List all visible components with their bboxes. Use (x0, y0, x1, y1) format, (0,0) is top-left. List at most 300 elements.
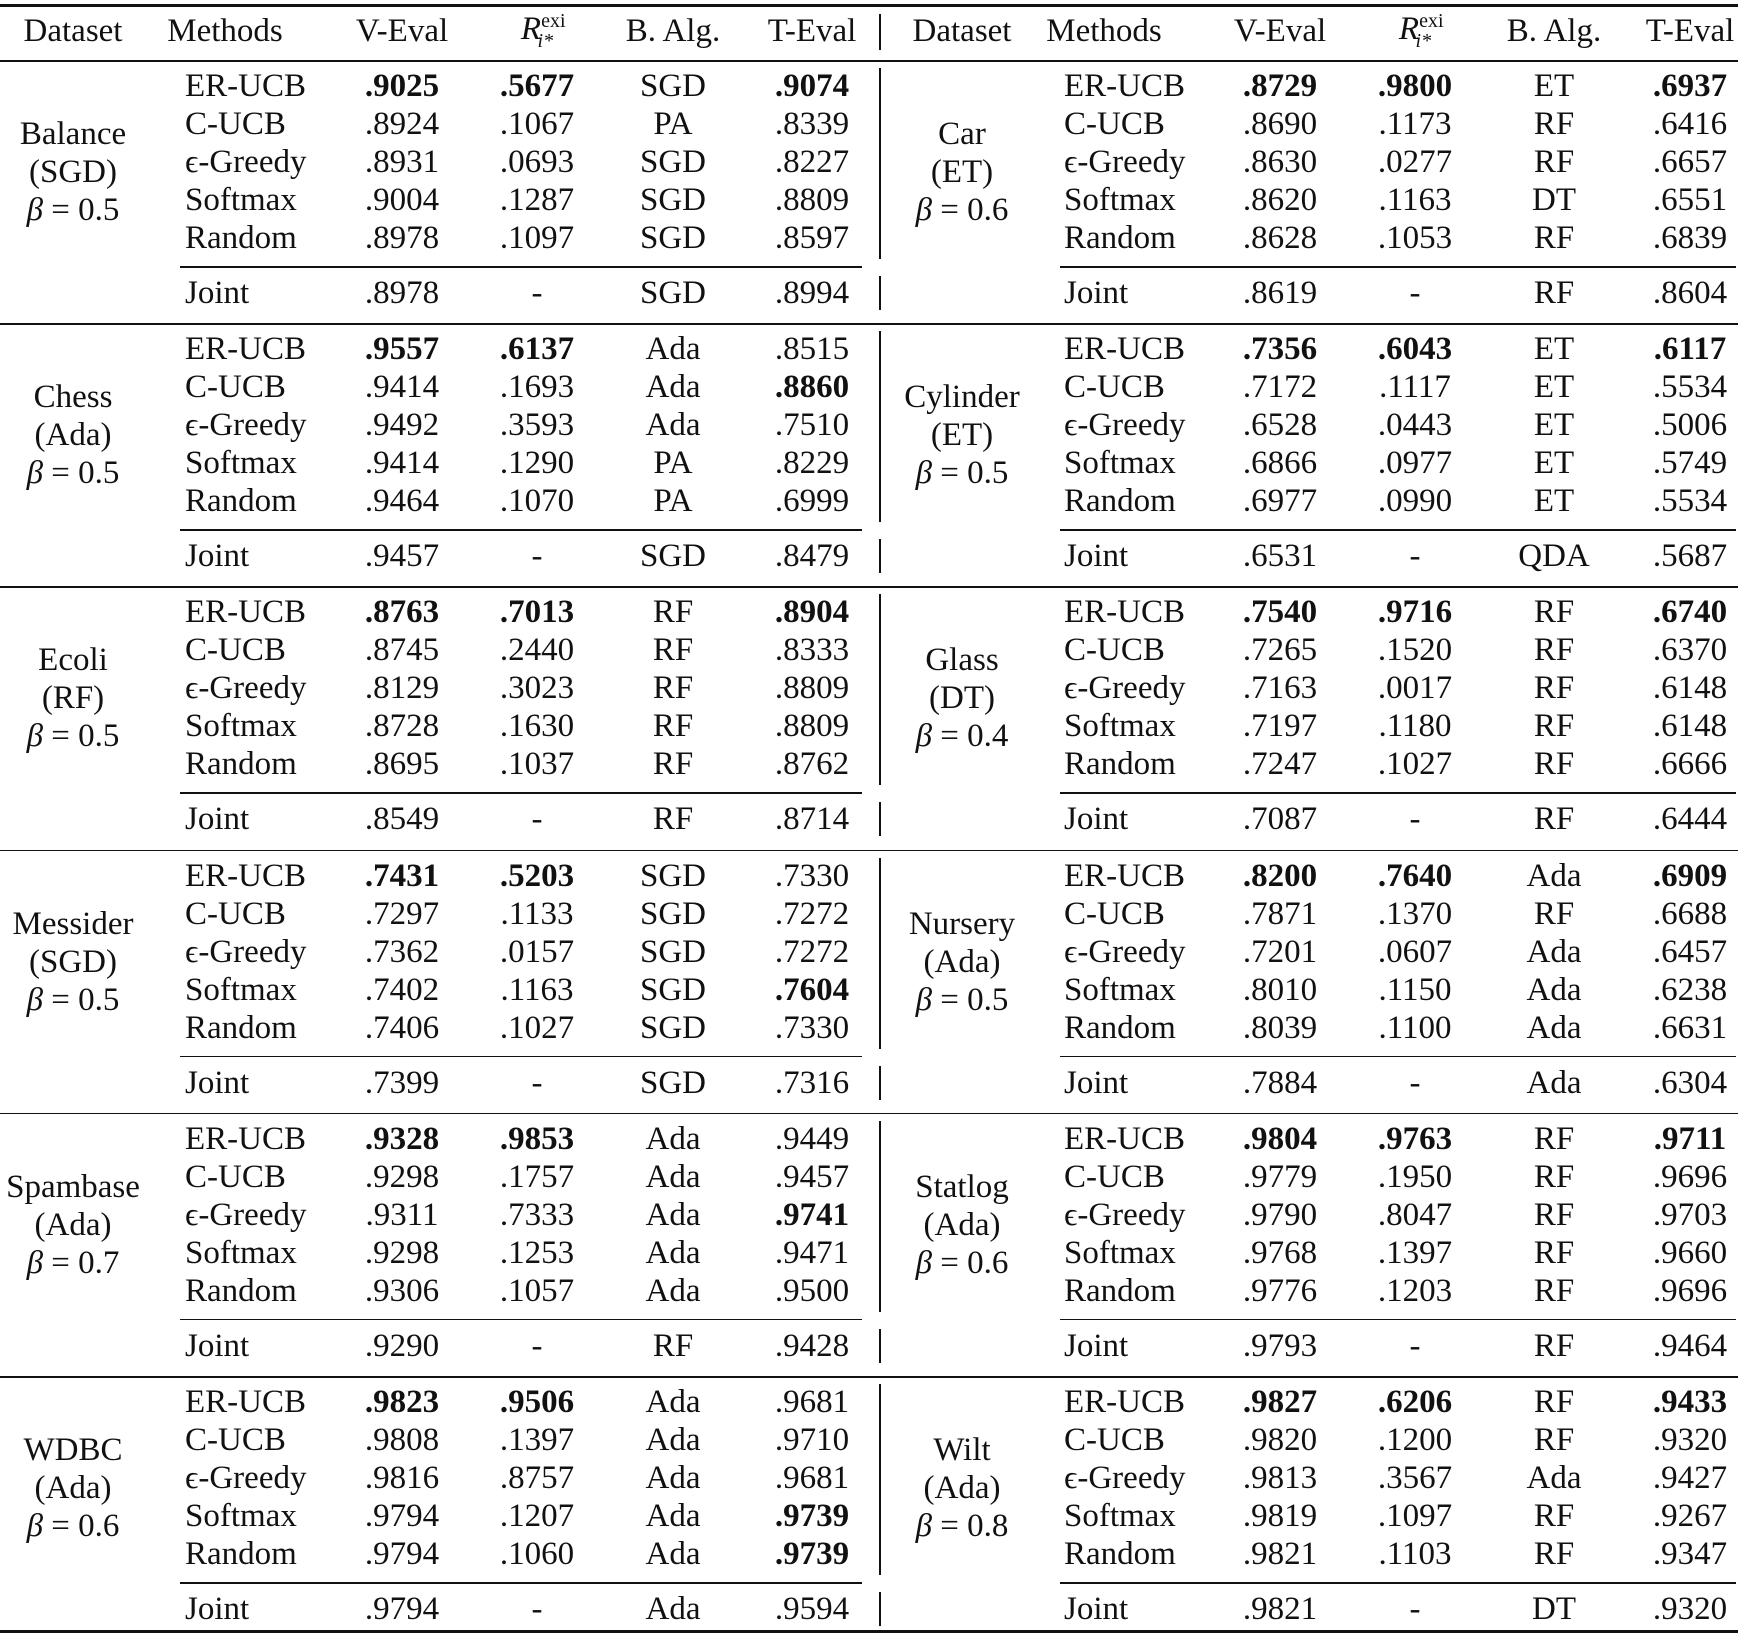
right-rexi-5-1: .1200 (1377, 1422, 1453, 1458)
right-veval-3-4: .8039 (1242, 1009, 1318, 1046)
left-method-5-3: Softmax (185, 1498, 297, 1534)
left-dataset-beta-3: β = 0.5 (26, 981, 120, 1018)
left-rexi-0-2: .0693 (499, 144, 575, 180)
rexi-symbol: R (1398, 11, 1420, 48)
left-joint-balg-2: RF (652, 801, 694, 838)
right-veval-0-3: .8620 (1242, 182, 1318, 218)
left-balg-1-1: Ada (645, 369, 701, 406)
right-veval-4-0: .9804 (1242, 1120, 1318, 1157)
right-method-5-4: Random (1064, 1536, 1176, 1572)
left-method-1-0: ER-UCB (185, 331, 307, 368)
right-teval-4-4: .9696 (1652, 1272, 1728, 1309)
right-method-1-3: Softmax (1064, 445, 1176, 482)
left-method-1-3: Softmax (185, 445, 297, 482)
left-method-1-1: C-UCB (185, 369, 286, 406)
left-balg-4-0: Ada (645, 1120, 701, 1157)
right-rexi-5-2: .3567 (1377, 1460, 1453, 1496)
left-dataset-name-5: WDBC (23, 1432, 123, 1468)
left-balg-4-4: Ada (645, 1272, 701, 1309)
block-separator-2 (0, 850, 1738, 852)
header-divider (879, 14, 881, 50)
left-dataset-beta-5: β = 0.6 (26, 1508, 120, 1544)
left-header-dataset: Dataset (23, 13, 123, 49)
right-veval-4-3: .9768 (1242, 1234, 1318, 1271)
left-header-rexi (520, 2, 566, 60)
left-joint-rule-5 (180, 1582, 862, 1584)
right-balg-4-2: RF (1533, 1196, 1575, 1233)
right-method-1-2: ϵ-Greedy (1064, 407, 1186, 444)
left-method-4-4: Random (185, 1272, 297, 1309)
left-method-2-2: ϵ-Greedy (185, 670, 307, 707)
right-veval-1-4: .6977 (1242, 483, 1318, 520)
right-dataset-beta-2: β = 0.4 (915, 718, 1009, 755)
right-joint-rule-0 (1060, 266, 1736, 268)
left-veval-0-0: .9025 (364, 68, 440, 104)
left-veval-2-3: .8728 (364, 708, 440, 745)
left-veval-3-3: .7402 (364, 971, 440, 1008)
left-dataset-model-3: (SGD) (29, 943, 117, 980)
right-teval-4-3: .9660 (1652, 1234, 1728, 1271)
left-method-0-0: ER-UCB (185, 68, 307, 104)
left-joint-rexi-3: - (531, 1064, 543, 1101)
left-teval-1-3: .8229 (774, 445, 850, 482)
left-balg-2-3: RF (652, 708, 694, 745)
right-balg-4-4: RF (1533, 1272, 1575, 1309)
rexi-superscript: exi (1419, 10, 1444, 33)
right-method-5-1: C-UCB (1064, 1422, 1165, 1458)
beta-symbol: β (915, 192, 933, 228)
beta-symbol: β (915, 455, 933, 492)
beta-symbol: β (26, 1508, 44, 1544)
left-rexi-2-3: .1630 (499, 708, 575, 745)
block-separator-0 (0, 323, 1738, 325)
right-balg-3-4: Ada (1526, 1009, 1582, 1046)
left-method-5-0: ER-UCB (185, 1384, 307, 1420)
left-veval-1-1: .9414 (364, 369, 440, 406)
block-divider-0 (879, 68, 881, 259)
left-method-5-1: C-UCB (185, 1422, 286, 1458)
left-veval-2-2: .8129 (364, 670, 440, 707)
right-rexi-1-3: .0977 (1377, 445, 1453, 482)
left-dataset-beta-4: β = 0.7 (26, 1244, 120, 1281)
right-header-veval: V-Eval (1233, 13, 1327, 49)
left-method-2-3: Softmax (185, 708, 297, 745)
right-balg-5-3: RF (1533, 1498, 1575, 1534)
right-dataset-model-4: (Ada) (923, 1206, 1001, 1243)
right-veval-3-0: .8200 (1242, 857, 1318, 894)
left-joint-balg-3: SGD (639, 1064, 707, 1101)
right-balg-2-4: RF (1533, 746, 1575, 783)
right-joint-balg-2: RF (1533, 801, 1575, 838)
left-joint-rule-0 (180, 266, 862, 268)
left-teval-1-1: .8860 (774, 369, 850, 406)
left-teval-4-4: .9500 (774, 1272, 850, 1309)
right-dataset-model-1: (ET) (930, 417, 994, 454)
right-veval-4-1: .9779 (1242, 1158, 1318, 1195)
left-rexi-1-4: .1070 (499, 483, 575, 520)
right-teval-4-1: .9696 (1652, 1158, 1728, 1195)
left-balg-4-1: Ada (645, 1158, 701, 1195)
right-dataset-beta-5: β = 0.8 (915, 1508, 1009, 1544)
right-joint-veval-1: .6531 (1242, 538, 1318, 575)
right-rexi-3-2: .0607 (1377, 933, 1453, 970)
beta-symbol: β (915, 981, 933, 1018)
left-rexi-5-3: .1207 (499, 1498, 575, 1534)
left-dataset-model-5: (Ada) (34, 1470, 112, 1506)
left-rexi-5-1: .1397 (499, 1422, 575, 1458)
right-rexi-1-2: .0443 (1377, 407, 1453, 444)
left-balg-3-4: SGD (639, 1009, 707, 1046)
right-dataset-beta-1: β = 0.5 (915, 455, 1009, 492)
right-joint-veval-0: .8619 (1242, 275, 1318, 311)
left-joint-method-5: Joint (185, 1591, 250, 1627)
joint-divider-4 (879, 1329, 881, 1363)
left-rexi-4-3: .1253 (499, 1234, 575, 1271)
beta-symbol: β (26, 1244, 44, 1281)
left-joint-rule-1 (180, 529, 862, 531)
left-teval-0-0: .9074 (774, 68, 850, 104)
left-balg-1-0: Ada (645, 331, 701, 368)
left-method-4-2: ϵ-Greedy (185, 1196, 307, 1233)
left-joint-balg-5: Ada (645, 1591, 701, 1627)
right-rexi-5-4: .1103 (1378, 1536, 1452, 1572)
left-joint-rexi-2: - (531, 801, 543, 838)
joint-divider-3 (879, 1066, 881, 1100)
right-balg-1-2: ET (1533, 407, 1575, 444)
left-balg-5-0: Ada (645, 1384, 701, 1420)
right-dataset-name-1: Cylinder (904, 379, 1020, 416)
beta-symbol: β (915, 1508, 933, 1544)
left-method-0-2: ϵ-Greedy (185, 144, 307, 180)
right-rexi-5-0: .6206 (1377, 1384, 1453, 1420)
right-rexi-1-0: .6043 (1377, 331, 1453, 368)
left-balg-5-4: Ada (645, 1536, 701, 1572)
left-veval-3-0: .7431 (364, 857, 440, 894)
right-teval-0-3: .6551 (1652, 182, 1728, 218)
left-teval-5-4: .9739 (774, 1536, 850, 1572)
joint-divider-0 (879, 276, 881, 310)
right-veval-1-0: .7356 (1242, 331, 1318, 368)
left-joint-teval-3: .7316 (774, 1064, 850, 1101)
right-method-4-2: ϵ-Greedy (1064, 1196, 1186, 1233)
left-method-5-4: Random (185, 1536, 297, 1572)
left-balg-1-4: PA (653, 483, 693, 520)
left-teval-3-1: .7272 (774, 895, 850, 932)
left-joint-rexi-0: - (531, 275, 543, 311)
right-balg-0-2: RF (1533, 144, 1575, 180)
left-veval-4-0: .9328 (364, 1120, 440, 1157)
right-rexi-5-3: .1097 (1377, 1498, 1453, 1534)
right-veval-2-2: .7163 (1242, 670, 1318, 707)
right-method-2-1: C-UCB (1064, 632, 1165, 669)
left-dataset-name-1: Chess (33, 379, 113, 416)
left-balg-0-0: SGD (639, 68, 707, 104)
left-veval-0-3: .9004 (364, 182, 440, 218)
left-teval-0-1: .8339 (774, 106, 850, 142)
right-dataset-name-2: Glass (925, 642, 999, 679)
left-method-4-3: Softmax (185, 1234, 297, 1271)
left-method-0-1: C-UCB (185, 106, 286, 142)
right-rexi-0-4: .1053 (1377, 220, 1453, 256)
top-rule (0, 4, 1738, 7)
left-dataset-name-4: Spambase (6, 1168, 140, 1205)
right-veval-2-4: .7247 (1242, 746, 1318, 783)
left-veval-3-4: .7406 (364, 1009, 440, 1046)
right-rexi-3-1: .1370 (1377, 895, 1453, 932)
left-joint-balg-1: SGD (639, 538, 707, 575)
right-veval-4-4: .9776 (1242, 1272, 1318, 1309)
right-joint-teval-4: .9464 (1652, 1327, 1728, 1364)
right-balg-5-2: Ada (1526, 1460, 1582, 1496)
beta-symbol: β (26, 718, 44, 755)
right-joint-teval-0: .8604 (1652, 275, 1728, 311)
left-teval-5-3: .9739 (774, 1498, 850, 1534)
left-balg-3-3: SGD (639, 971, 707, 1008)
right-rexi-4-1: .1950 (1377, 1158, 1453, 1195)
right-method-0-1: C-UCB (1064, 106, 1165, 142)
left-veval-4-3: .9298 (364, 1234, 440, 1271)
right-joint-rule-4 (1060, 1319, 1736, 1321)
right-balg-5-0: RF (1533, 1384, 1575, 1420)
left-method-3-4: Random (185, 1009, 297, 1046)
right-joint-method-0: Joint (1064, 275, 1129, 311)
left-rexi-5-0: .9506 (499, 1384, 575, 1420)
right-teval-1-1: .5534 (1652, 369, 1728, 406)
left-rexi-0-3: .1287 (499, 182, 575, 218)
left-balg-2-1: RF (652, 632, 694, 669)
right-teval-5-2: .9427 (1652, 1460, 1728, 1496)
right-balg-3-1: RF (1533, 895, 1575, 932)
left-rexi-3-0: .5203 (499, 857, 575, 894)
right-joint-veval-3: .7884 (1242, 1064, 1318, 1101)
left-method-0-4: Random (185, 220, 297, 256)
left-method-2-0: ER-UCB (185, 594, 307, 631)
right-rexi-3-3: .1150 (1378, 971, 1452, 1008)
right-rexi-2-3: .1180 (1378, 708, 1452, 745)
right-teval-1-3: .5749 (1652, 445, 1728, 482)
right-teval-4-0: .9711 (1653, 1120, 1727, 1157)
left-rexi-3-2: .0157 (499, 933, 575, 970)
left-header-methods: Methods (167, 13, 283, 49)
left-teval-2-0: .8904 (774, 594, 850, 631)
left-balg-4-2: Ada (645, 1196, 701, 1233)
right-veval-4-2: .9790 (1242, 1196, 1318, 1233)
right-veval-5-0: .9827 (1242, 1384, 1318, 1420)
left-rexi-4-0: .9853 (499, 1120, 575, 1157)
right-method-2-3: Softmax (1064, 708, 1176, 745)
left-balg-2-0: RF (652, 594, 694, 631)
right-teval-1-2: .5006 (1652, 407, 1728, 444)
right-joint-teval-2: .6444 (1652, 801, 1728, 838)
left-dataset-model-0: (SGD) (29, 154, 117, 190)
rexi-symbol: R (520, 11, 542, 48)
left-rexi-1-1: .1693 (499, 369, 575, 406)
left-veval-1-3: .9414 (364, 445, 440, 482)
right-rexi-1-1: .1117 (1379, 369, 1451, 406)
left-balg-0-2: SGD (639, 144, 707, 180)
left-dataset-beta-0: β = 0.5 (26, 192, 120, 228)
right-joint-balg-3: Ada (1526, 1064, 1582, 1101)
right-teval-0-1: .6416 (1652, 106, 1728, 142)
right-joint-balg-4: RF (1533, 1327, 1575, 1364)
right-balg-2-3: RF (1533, 708, 1575, 745)
left-teval-4-1: .9457 (774, 1158, 850, 1195)
right-header-rexi (1398, 2, 1444, 60)
right-rexi-2-4: .1027 (1377, 746, 1453, 783)
left-rexi-3-4: .1027 (499, 1009, 575, 1046)
right-teval-1-0: .6117 (1653, 331, 1727, 368)
right-method-0-2: ϵ-Greedy (1064, 144, 1186, 180)
left-rexi-2-2: .3023 (499, 670, 575, 707)
right-rexi-0-1: .1173 (1378, 106, 1452, 142)
joint-divider-2 (879, 802, 881, 836)
right-balg-0-1: RF (1533, 106, 1575, 142)
beta-symbol: β (26, 981, 44, 1018)
left-veval-1-0: .9557 (364, 331, 440, 368)
right-method-4-4: Random (1064, 1272, 1176, 1309)
right-rexi-3-0: .7640 (1377, 857, 1453, 894)
right-dataset-beta-3: β = 0.5 (915, 981, 1009, 1018)
left-teval-2-3: .8809 (774, 708, 850, 745)
left-teval-5-1: .9710 (774, 1422, 850, 1458)
left-veval-5-2: .9816 (364, 1460, 440, 1496)
left-dataset-name-0: Balance (19, 116, 127, 152)
right-balg-4-3: RF (1533, 1234, 1575, 1271)
right-method-2-2: ϵ-Greedy (1064, 670, 1186, 707)
left-rexi-0-4: .1097 (499, 220, 575, 256)
right-teval-5-1: .9320 (1652, 1422, 1728, 1458)
right-dataset-name-4: Statlog (915, 1168, 1009, 1205)
right-joint-method-5: Joint (1064, 1591, 1129, 1627)
right-joint-balg-1: QDA (1518, 538, 1590, 575)
joint-divider-5 (879, 1592, 881, 1626)
right-joint-rexi-2: - (1409, 801, 1421, 838)
right-method-2-0: ER-UCB (1064, 594, 1186, 631)
right-method-4-1: C-UCB (1064, 1158, 1165, 1195)
left-joint-veval-5: .9794 (364, 1591, 440, 1627)
left-rexi-1-2: .3593 (499, 407, 575, 444)
right-veval-0-4: .8628 (1242, 220, 1318, 256)
left-veval-4-1: .9298 (364, 1158, 440, 1195)
left-balg-3-0: SGD (639, 857, 707, 894)
right-balg-1-4: ET (1533, 483, 1575, 520)
right-veval-5-1: .9820 (1242, 1422, 1318, 1458)
right-veval-0-0: .8729 (1242, 68, 1318, 104)
left-joint-rule-2 (180, 792, 862, 794)
bottom-rule (0, 1630, 1738, 1633)
right-balg-5-4: RF (1533, 1536, 1575, 1572)
left-balg-4-3: Ada (645, 1234, 701, 1271)
left-header-veval: V-Eval (355, 13, 449, 49)
left-teval-3-0: .7330 (774, 857, 850, 894)
right-rexi-4-3: .1397 (1377, 1234, 1453, 1271)
right-joint-rule-2 (1060, 792, 1736, 794)
left-rexi-2-0: .7013 (499, 594, 575, 631)
left-teval-5-0: .9681 (774, 1384, 850, 1420)
block-separator-1 (0, 586, 1738, 588)
left-dataset-model-1: (Ada) (34, 417, 112, 454)
left-dataset-beta-1: β = 0.5 (26, 455, 120, 492)
right-header-methods: Methods (1046, 13, 1162, 49)
right-joint-rule-5 (1060, 1582, 1736, 1584)
right-teval-5-4: .9347 (1652, 1536, 1728, 1572)
left-joint-teval-4: .9428 (774, 1327, 850, 1364)
left-veval-5-4: .9794 (364, 1536, 440, 1572)
left-rexi-3-3: .1163 (500, 971, 574, 1008)
left-joint-rule-3 (180, 1056, 862, 1058)
left-method-2-1: C-UCB (185, 632, 286, 669)
left-balg-1-3: PA (653, 445, 693, 482)
left-veval-4-2: .9311 (365, 1196, 439, 1233)
right-balg-1-3: ET (1533, 445, 1575, 482)
right-joint-veval-4: .9793 (1242, 1327, 1318, 1364)
left-balg-2-4: RF (652, 746, 694, 783)
left-method-5-2: ϵ-Greedy (185, 1460, 307, 1496)
left-balg-3-2: SGD (639, 933, 707, 970)
left-teval-2-2: .8809 (774, 670, 850, 707)
block-separator-3 (0, 1113, 1738, 1115)
right-teval-3-3: .6238 (1652, 971, 1728, 1008)
left-balg-5-1: Ada (645, 1422, 701, 1458)
right-rexi-0-3: .1163 (1378, 182, 1452, 218)
right-teval-4-2: .9703 (1652, 1196, 1728, 1233)
right-dataset-model-3: (Ada) (923, 943, 1001, 980)
right-rexi-0-2: .0277 (1377, 144, 1453, 180)
beta-symbol: β (915, 718, 933, 755)
rexi-subscript: i* (537, 29, 554, 52)
right-balg-2-0: RF (1533, 594, 1575, 631)
right-veval-5-4: .9821 (1242, 1536, 1318, 1572)
right-veval-1-2: .6528 (1242, 407, 1318, 444)
right-joint-rexi-3: - (1409, 1064, 1421, 1101)
right-dataset-name-0: Car (938, 116, 986, 152)
left-balg-5-2: Ada (645, 1460, 701, 1496)
left-veval-0-2: .8931 (364, 144, 440, 180)
left-veval-3-2: .7362 (364, 933, 440, 970)
right-balg-0-0: ET (1533, 68, 1575, 104)
left-joint-rexi-5: - (531, 1591, 543, 1627)
left-rexi-4-2: .7333 (499, 1196, 575, 1233)
left-dataset-name-2: Ecoli (38, 642, 108, 679)
right-joint-teval-3: .6304 (1652, 1064, 1728, 1101)
right-teval-2-4: .6666 (1652, 746, 1728, 783)
left-joint-rule-4 (180, 1319, 862, 1321)
right-method-4-0: ER-UCB (1064, 1120, 1186, 1157)
right-rexi-4-0: .9763 (1377, 1120, 1453, 1157)
beta-symbol: β (26, 455, 44, 492)
right-rexi-0-0: .9800 (1377, 68, 1453, 104)
left-joint-rexi-1: - (531, 538, 543, 575)
right-rexi-4-4: .1203 (1377, 1272, 1453, 1309)
left-joint-method-1: Joint (185, 538, 250, 575)
right-joint-teval-5: .9320 (1652, 1591, 1728, 1627)
left-teval-2-4: .8762 (774, 746, 850, 783)
right-teval-3-0: .6909 (1652, 857, 1728, 894)
left-joint-method-3: Joint (185, 1064, 250, 1101)
block-divider-1 (879, 331, 881, 522)
right-balg-4-0: RF (1533, 1120, 1575, 1157)
left-veval-3-1: .7297 (364, 895, 440, 932)
right-joint-method-3: Joint (1064, 1064, 1129, 1101)
right-method-1-1: C-UCB (1064, 369, 1165, 406)
block-divider-2 (879, 594, 881, 785)
right-teval-2-1: .6370 (1652, 632, 1728, 669)
left-method-0-3: Softmax (185, 182, 297, 218)
right-teval-0-0: .6937 (1652, 68, 1728, 104)
right-balg-3-0: Ada (1526, 857, 1582, 894)
right-veval-5-3: .9819 (1242, 1498, 1318, 1534)
right-joint-balg-5: DT (1532, 1591, 1576, 1627)
